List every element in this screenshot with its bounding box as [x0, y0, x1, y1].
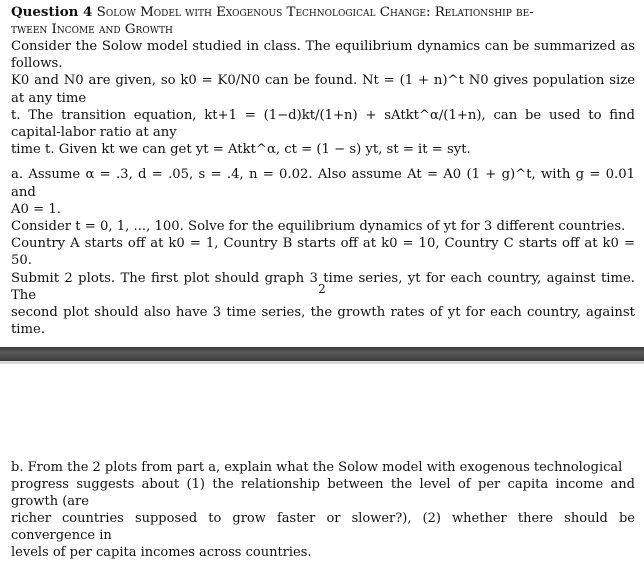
question-title-line1: Solow Model with Exogenous Technological Change: Relationship be-	[96, 5, 534, 20]
part-a-line3: Consider t = 0, 1, ..., 100. Solve for the equilibrium dynamics of yt for 3 different countries.	[11, 219, 626, 235]
question-number: Question 4	[11, 4, 93, 20]
intro-line1: Consider the Solow model studied in class. The equilibrium dynamics can be summarized as follows.	[11, 39, 635, 72]
page-number: 2	[318, 282, 326, 296]
question-title	[11, 4, 635, 21]
part-a-line4: Country A starts off at k0 = 1, Country B starts off at k0 = 10, Country C starts off at k0 = 50.	[11, 236, 635, 269]
page-divider-shadow	[0, 361, 644, 364]
part-a-line6: second plot should also have 3 time series, the growth rates of yt for each country, against time.	[11, 305, 635, 338]
part-a-line2: A0 = 1.	[11, 201, 61, 217]
part-b-paragraph	[11, 459, 635, 561]
intro-line4: time t. Given kt we can get yt = Atkt^α, ct = (1 − s) yt, st = it = syt.	[11, 142, 471, 158]
intro-line2: K0 and N0 are given, so k0 = K0/N0 can be found. Nt = (1 + n)^t N0 gives population size at any time	[11, 73, 635, 106]
intro-line3: t. The transition equation, kt+1 = (1−d)kt/(1+n) + sAtkt^α/(1+n), can be used to find capital-labor ratio at any	[11, 107, 635, 141]
part-b-line3: richer countries supposed to grow faster or slower?), (2) whether there should be convergence in	[11, 511, 635, 543]
part-b-line1: b. From the 2 plots from part a, explain what the Solow model with exogenous technological	[11, 460, 623, 475]
part-a-line5: Submit 2 plots. The first plot should graph 3 time series, yt for each country, against time. The	[11, 270, 635, 303]
part-b-line4: levels of per capita incomes across countries.	[11, 545, 312, 560]
intro-paragraph	[11, 38, 635, 158]
part-a-line1: a. Assume α = .3, d = .05, s = .4, n = 0.02. Also assume At = A0 (1 + g)^t, with g = 0.01 and	[11, 167, 635, 200]
part-b-line2: progress suggests about (1) the relationship between the level of per capita income and growth (are	[11, 477, 635, 509]
part-a-paragraph	[11, 166, 635, 338]
question-title-line2: tween Income and Growth	[11, 22, 173, 37]
part-b-block	[11, 459, 635, 561]
page-divider	[0, 347, 644, 361]
